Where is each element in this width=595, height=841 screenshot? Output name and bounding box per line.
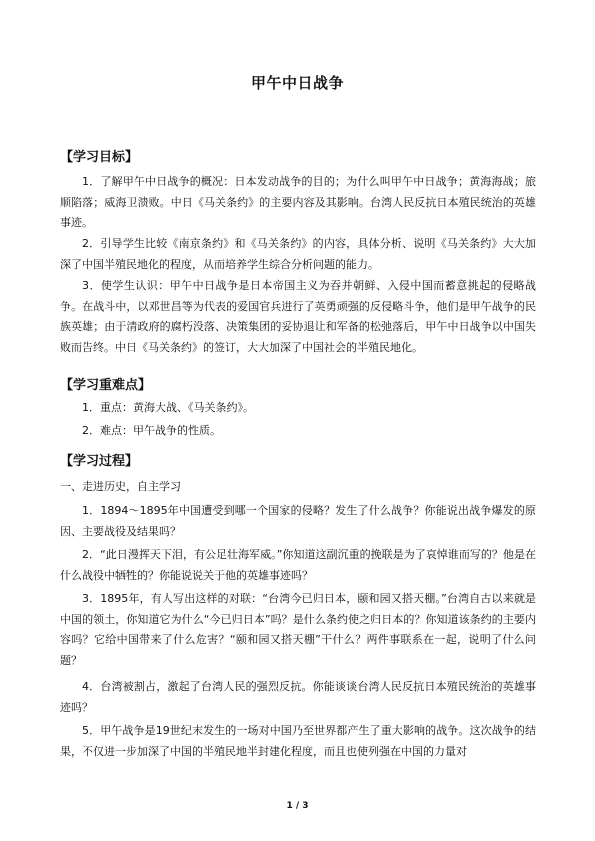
process-item-5: 5．甲午战争是19世纪末发生的一场对中国乃至世界都产生了重大影响的战争。这次战争的结果，不仅进一步加深了中国的半殖民地半封建化程度，而且也使列强在中国的力量对 xyxy=(60,724,536,758)
page-number: 1 / 3 xyxy=(286,801,309,811)
process-item-3: 3．1895年，有人写出这样的对联：“台湾今已归日本，颐和园又搭天棚。”台湾自古以来就是中国的领土，你知道它为什么“今已归日本”吗？是什么条约使之归日本的？你知道该条约的主要内容吗？它给中国带来了什么危害？“颐和园又搭天棚”干什么？两件事联系在一起，说明了什么问题？ xyxy=(60,592,536,667)
section-heading-process: 【学习过程】 xyxy=(60,454,139,469)
goal-item-2: 2．引导学生比较《南京条约》和《马关条约》的内容，具体分析、说明《马关条约》大大加深了中国半殖民地化的程度，从而培养学生综合分析问题的能力。 xyxy=(60,237,536,271)
process-intro: 一、走进历史，自主学习 xyxy=(60,480,181,493)
process-item-2: 2．“此日漫挥天下泪，有公足壮海军威。”你知道这副沉重的挽联是为了哀悼谁而写的？他是在什么战役中牺牲的？你能说说关于他的英雄事迹吗？ xyxy=(60,548,536,582)
keypoint-item-2: 2．难点：甲午战争的性质。 xyxy=(82,424,221,437)
process-item-1: 1．1894～1895年中国遭受到哪一个国家的侵略？发生了什么战争？你能说出战争爆发的原因、主要战役及结果吗？ xyxy=(60,504,536,538)
goal-item-1: 1．了解甲午中日战争的概况：日本发动战争的目的；为什么叫甲午中日战争；黄海海战；旅顺陷落；威海卫溃败。中日《马关条约》的主要内容及其影响。台湾人民反抗日本殖民统治的英雄事迹。 xyxy=(60,175,536,229)
section-heading-goals: 【学习目标】 xyxy=(60,150,139,165)
page-title: 甲午中日战争 xyxy=(250,74,344,92)
process-item-4: 4．台湾被割占，激起了台湾人民的强烈反抗。你能谈谈台湾人民反抗日本殖民统治的英雄事迹吗？ xyxy=(60,680,536,714)
section-heading-keypoints: 【学习重难点】 xyxy=(60,378,152,393)
goal-item-3: 3．使学生认识：甲午中日战争是日本帝国主义为吞并朝鲜、入侵中国而蓄意挑起的侵略战争。在战斗中，以邓世昌等为代表的爱国官兵进行了英勇顽强的反侵略斗争，他们是甲午战争的民族英雄；由于清政府的腐朽没落、决策集团的妥协退让和军备的松弛落后，甲午中日战争以中国失败而告终。中日《马关条约》的签订，大大加深了中国社会的半殖民地化。 xyxy=(60,279,536,354)
keypoint-item-1: 1．重点：黄海大战、《马关条约》。 xyxy=(82,401,254,414)
